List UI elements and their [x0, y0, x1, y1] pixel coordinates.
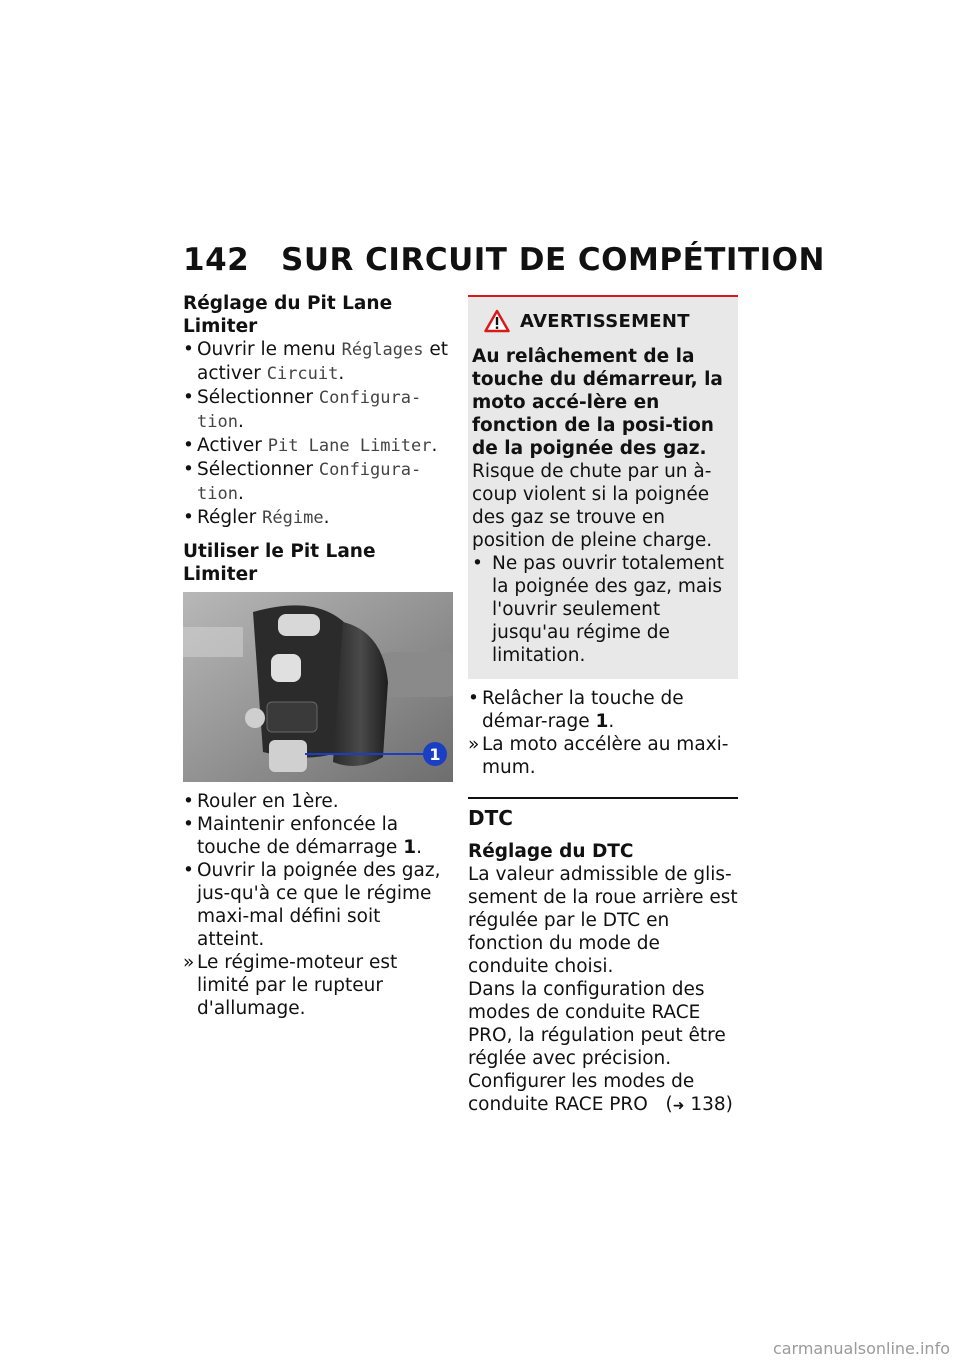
- warning-bullet-text: Ne pas ouvrir totalement la poignée des gaz, mais l'ouvrir seulement jusqu'au régime de limitation.: [492, 553, 724, 666]
- item-text: .: [608, 711, 615, 732]
- reference-page: 138): [690, 1094, 733, 1115]
- item-text: Activer: [197, 435, 268, 456]
- menu-label: Configura-tion: [197, 460, 422, 504]
- list-item: [183, 790, 453, 813]
- warning-box: [468, 295, 738, 679]
- item-text: .: [416, 837, 422, 858]
- list-item: [183, 458, 453, 506]
- item-text: Ouvrir le menu: [197, 339, 342, 360]
- dtc-paragraph-1: La valeur admissible de glis-sement de la roue arrière est régulée par le DTC en fonction du mode de conduite choisi.: [468, 864, 738, 977]
- callout-number: 1: [595, 711, 609, 732]
- warning-bullet: [472, 552, 732, 667]
- warning-triangle-icon: [484, 309, 510, 333]
- item-text: .: [237, 411, 244, 432]
- list-item: [183, 338, 453, 386]
- arrow-right-icon: ➜: [672, 1098, 685, 1114]
- bullet-marker: •: [183, 791, 194, 812]
- section-title-dtc: DTC: [468, 806, 513, 830]
- bullet-marker: •: [183, 459, 194, 480]
- reference-open-paren: (: [665, 1094, 673, 1115]
- warning-text: Risque de chute par un à-coup violent si la poignée des gaz se trouve en position de pleine charge.: [472, 461, 713, 551]
- menu-label: Configura-tion: [197, 388, 422, 432]
- warning-bold-text: Au relâchement de la touche du démarreur, la moto accé-lère en fonction de la posi-tion de la poignée des gaz.: [472, 346, 723, 459]
- list-item: [468, 687, 738, 733]
- handlebar-switch-illustration: [183, 592, 453, 782]
- bullet-marker: •: [183, 507, 194, 528]
- item-text: Relâcher la touche de démar-rage: [482, 688, 684, 732]
- item-text: Sélectionner: [197, 459, 319, 480]
- item-text: Maintenir enfoncée la touche de démarrage: [197, 814, 404, 858]
- sub-heading-dtc: Réglage du DTC: [468, 841, 634, 862]
- warning-bullet-marker: •: [472, 553, 483, 574]
- warning-title: AVERTISSEMENT: [520, 310, 690, 332]
- menu-label: Pit Lane Limiter: [267, 436, 432, 456]
- warning-title-row: [472, 309, 732, 333]
- page-header: [183, 242, 825, 278]
- item-text: .: [237, 483, 244, 504]
- item-text: La moto accélère au maxi-mum.: [482, 734, 729, 778]
- page-number: 142: [183, 242, 250, 278]
- steps-settings: [183, 338, 453, 530]
- dtc-paragraph-3: [468, 1070, 738, 1118]
- menu-label: Circuit: [266, 364, 339, 384]
- bullet-marker: •: [183, 860, 194, 881]
- list-item: [183, 506, 453, 530]
- list-item: [183, 386, 453, 434]
- handlebar-switch-photo: [183, 592, 453, 782]
- list-item: [183, 859, 453, 951]
- photo-callout: 1: [429, 745, 441, 764]
- left-column: [183, 292, 453, 1020]
- item-text: Ouvrir la poignée des gaz, jus-qu'à ce que le régime maxi-mal défini soit atteint.: [197, 860, 441, 950]
- section-divider: [468, 797, 738, 799]
- item-text: et activer: [197, 339, 449, 384]
- steps-use: [183, 790, 453, 1020]
- callout-number: 1: [403, 837, 417, 858]
- bullet-marker: •: [183, 339, 194, 360]
- result-marker: »: [183, 952, 195, 973]
- item-text: Le régime-moteur est limité par le rupteur d'allumage.: [197, 952, 398, 1019]
- result-marker: »: [468, 734, 480, 755]
- item-text: Rouler en 1ère.: [197, 791, 339, 812]
- bullet-marker: •: [183, 435, 194, 456]
- list-item: [468, 733, 738, 779]
- dtc-config-text: Configurer les modes de conduite RACE PRO: [468, 1071, 695, 1115]
- dtc-paragraph-2: Dans la configuration des modes de conduite RACE PRO, la régulation peut être réglée avec précision.: [468, 979, 726, 1069]
- item-text: .: [338, 363, 345, 384]
- menu-label: Régime: [262, 508, 324, 528]
- item-text: .: [323, 507, 330, 528]
- chapter-title: SUR CIRCUIT DE COMPÉTITION: [281, 242, 825, 278]
- section-heading-pit-lane-use: Utiliser le Pit Lane Limiter: [183, 541, 376, 585]
- menu-label: Réglages: [341, 340, 424, 360]
- item-text: Sélectionner: [197, 387, 319, 408]
- bullet-marker: •: [183, 814, 194, 835]
- right-column: [468, 295, 738, 1118]
- list-item: [183, 813, 453, 859]
- item-text: Régler: [197, 507, 263, 528]
- steps-release: [468, 687, 738, 779]
- list-item: [183, 951, 453, 1020]
- list-item: [183, 434, 453, 458]
- page-reference-link[interactable]: [654, 1094, 733, 1115]
- bullet-marker: •: [468, 688, 479, 709]
- watermark: carmanualsonline.info: [772, 1339, 950, 1358]
- item-text: .: [431, 435, 438, 456]
- bullet-marker: •: [183, 387, 194, 408]
- section-heading-pit-lane-settings: Réglage du Pit Lane Limiter: [183, 293, 393, 337]
